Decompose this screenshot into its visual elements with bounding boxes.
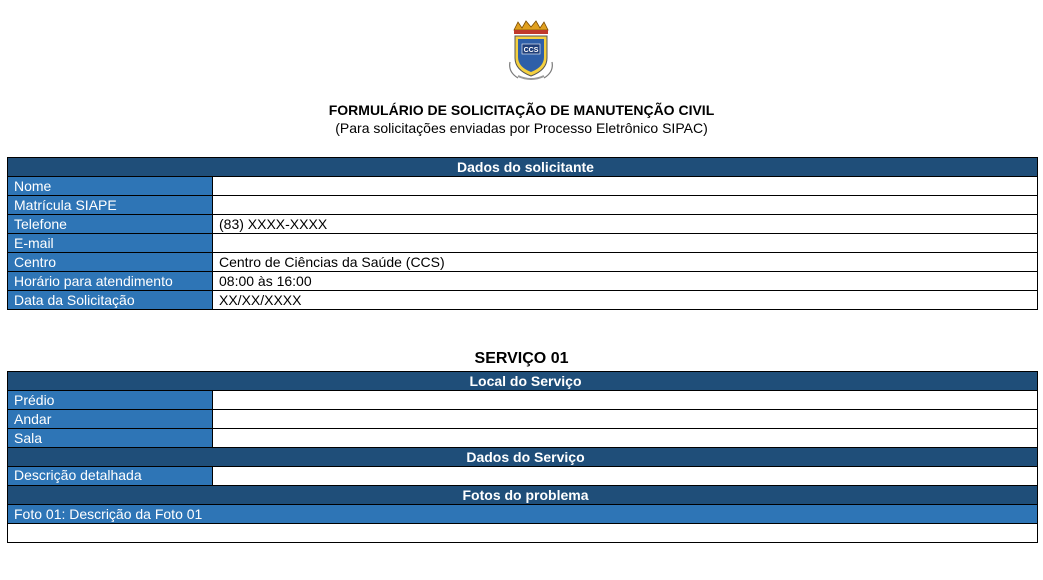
field-value-andar[interactable] [213,410,1038,429]
table-row [8,391,1038,410]
university-crest-icon [506,18,556,82]
field-label-centro: Centro [8,253,213,272]
solicitante-header-row [8,158,1038,177]
foto-label: Foto 01: Descrição da Foto 01 [8,505,1038,524]
servico-table [7,371,1038,543]
form-title: FORMULÁRIO DE SOLICITAÇÃO DE MANUTENÇÃO CIVIL [328,102,715,118]
table-row [8,467,1038,486]
solicitante-table [7,157,1038,310]
field-value-matricula[interactable] [213,196,1038,215]
logo-text: CCS [523,47,539,54]
field-value-nome[interactable] [213,177,1038,196]
field-value-descricao[interactable] [213,467,1038,486]
table-row [8,177,1038,196]
field-label-nome: Nome [8,177,213,196]
field-label-descricao: Descrição detalhada [8,467,213,486]
field-label-sala: Sala [8,429,213,448]
field-label-telefone: Telefone [8,215,213,234]
field-value-telefone[interactable]: (83) XXXX-XXXX [213,215,1038,234]
field-label-predio: Prédio [8,391,213,410]
field-value-email[interactable] [213,234,1038,253]
field-label-data: Data da Solicitação [8,291,213,310]
field-label-andar: Andar [8,410,213,429]
fotos-section-title: Fotos do problema [8,486,1038,505]
table-row [8,410,1038,429]
table-row [8,215,1038,234]
table-row [8,253,1038,272]
local-header-row [8,372,1038,391]
field-label-email: E-mail [8,234,213,253]
field-value-data[interactable]: XX/XX/XXXX [213,291,1038,310]
field-value-sala[interactable] [213,429,1038,448]
solicitante-section-title: Dados do solicitante [8,158,1038,177]
table-row [8,234,1038,253]
table-row [8,272,1038,291]
field-value-centro[interactable]: Centro de Ciências da Saúde (CCS) [213,253,1038,272]
field-label-horario: Horário para atendimento [8,272,213,291]
field-label-matricula: Matrícula SIAPE [8,196,213,215]
foto-box[interactable] [8,524,1038,543]
dados-header-row [8,448,1038,467]
field-value-predio[interactable] [213,391,1038,410]
form-subtitle: (Para solicitações enviadas por Processo Eletrônico SIPAC) [335,120,708,136]
table-row [8,196,1038,215]
local-section-title: Local do Serviço [8,372,1038,391]
field-value-horario[interactable]: 08:00 às 16:00 [213,272,1038,291]
dados-section-title: Dados do Serviço [8,448,1038,467]
table-row [8,429,1038,448]
fotos-header-row [8,486,1038,505]
servico-title: SERVIÇO 01 [474,350,569,367]
table-row [8,505,1038,524]
table-row [8,524,1038,543]
table-row [8,291,1038,310]
